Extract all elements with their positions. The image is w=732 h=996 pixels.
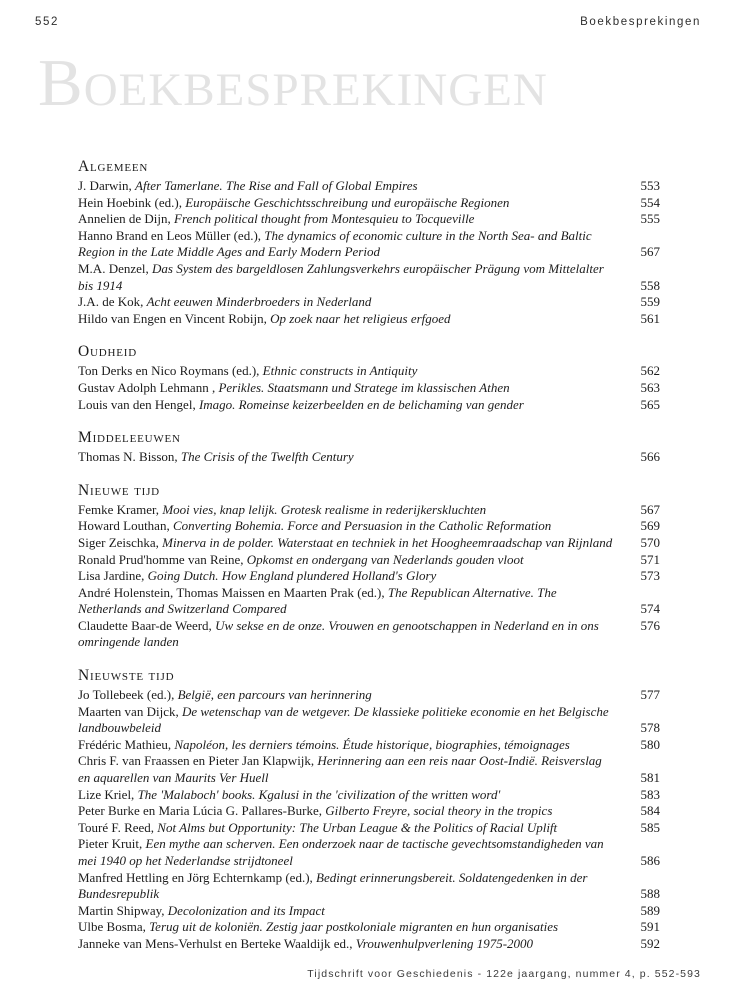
toc-entry [78, 228, 660, 261]
toc-entry [78, 449, 660, 466]
entry-page-number: 566 [640, 449, 660, 465]
entry-title: Not Alms but Opportunity: The Urban League & the Politics of Racial Uplift [157, 819, 558, 835]
toc-entry [78, 870, 660, 903]
entry-author: Maarten van Dijck, [78, 703, 179, 719]
entry-page-number: 553 [640, 178, 660, 193]
section-entries [78, 449, 660, 466]
entry-page-number: 584 [640, 803, 660, 819]
entry-title: After Tamerlane. The Rise and Fall of Global Empires [135, 178, 418, 193]
entry-author: Peter Burke en Maria Lúcia G. Pallares-Burke, [78, 803, 323, 819]
entry-page-number: 580 [640, 736, 660, 752]
entry-author: Martin Shipway, [78, 902, 165, 918]
toc-entry [78, 552, 660, 569]
journal-footer: Tijdschrift voor Geschiedenis - 122e jaargang, nummer 4, p. 552-593 [307, 968, 701, 980]
section-heading: Nieuwe tijd [78, 481, 160, 499]
entry-page-number: 588 [640, 886, 660, 902]
toc-section [78, 343, 660, 413]
toc-entry [78, 518, 660, 535]
toc-entry [78, 294, 660, 311]
entry-author: J.A. de Kok, [78, 294, 144, 310]
section-entries [78, 687, 660, 953]
entry-page-number: 570 [640, 534, 660, 550]
entry-author: Louis van den Hengel, [78, 396, 196, 412]
entry-title: The dynamics of economic culture in the North Sea- and Baltic Region in the Late Middle Ages and Early Modern Period [78, 227, 592, 260]
entry-page-number: 577 [640, 687, 660, 703]
entry-title: Mooi vies, knap lelijk. Grotesk realisme in rederijkerskluchten [162, 501, 487, 517]
section-entries [78, 178, 660, 327]
entry-author: Femke Kramer, [78, 501, 160, 517]
entry-page-number: 573 [640, 568, 660, 584]
entry-title: Uw sekse en de onze. Vrouwen en genootschappen in Nederland en in ons omringende landen [78, 617, 599, 650]
toc-entry [78, 803, 660, 820]
entry-title: Vrouwenhulpverlening 1975-2000 [355, 935, 534, 951]
entry-title: The 'Malaboch' books. Kgalusi in the 'civilization of the written word' [137, 786, 501, 802]
entry-author: Hein Hoebink (ed.), [78, 194, 182, 210]
entry-title: Herinnering aan een reis naar Oost-Indië. Reisverslag en aquarellen van Maurits Ver Huell [78, 753, 602, 786]
entry-author: Ulbe Bosma, [78, 919, 146, 935]
page-title: Boekbesprekingen [38, 46, 548, 120]
toc-section [78, 158, 660, 327]
toc-entry [78, 261, 660, 294]
entry-title: Minerva in de polder. Waterstaat en techniek in het Hoogheemraadschap van Rijnland [162, 534, 613, 550]
entry-author: Howard Louthan, [78, 518, 170, 534]
running-header-title: Boekbesprekingen [580, 16, 701, 28]
entry-page-number: 569 [640, 518, 660, 534]
toc-entry [78, 211, 660, 228]
entry-title: French political thought from Montesquieu to Tocqueville [174, 211, 475, 227]
entry-page-number: 574 [640, 601, 660, 617]
toc-entry [78, 903, 660, 920]
entry-title: Opkomst en ondergang van Nederlands gouden vloot [246, 551, 524, 567]
entry-title: Napoléon, les derniers témoins. Étude historique, biographies, témoignages [174, 736, 570, 752]
entry-author: Annelien de Dijn, [78, 211, 171, 227]
entry-title: Terug uit de koloniën. Zestig jaar postkoloniale migranten en hun organisaties [149, 919, 559, 935]
entry-author: Hanno Brand en Leos Müller (ed.), [78, 227, 262, 243]
entry-author: André Holenstein, Thomas Maissen en Maarten Prak (ed.), [78, 584, 385, 600]
entry-title: Decolonization and its Impact [167, 902, 325, 918]
toc-entry [78, 585, 660, 618]
toc-entry [78, 704, 660, 737]
entry-title: Converting Bohemia. Force and Persuasion in the Catholic Reformation [172, 518, 552, 534]
running-head [35, 16, 701, 28]
entry-page-number: 592 [640, 935, 660, 951]
entry-page-number: 567 [640, 244, 660, 260]
entry-page-number: 581 [640, 770, 660, 786]
section-heading: Oudheid [78, 343, 137, 361]
toc-entry [78, 936, 660, 953]
toc-entry [78, 737, 660, 754]
toc-entry [78, 195, 660, 212]
entry-title: Imago. Romeinse keizerbeelden en de belichaming van gender [198, 396, 524, 412]
toc-entry [78, 919, 660, 936]
toc-entry [78, 820, 660, 837]
entry-title: The Crisis of the Twelfth Century [180, 449, 354, 465]
entry-page-number: 565 [640, 396, 660, 412]
section-entries [78, 502, 660, 651]
toc-entry [78, 687, 660, 704]
toc-entry [78, 535, 660, 552]
toc-entry [78, 787, 660, 804]
table-of-contents [78, 158, 660, 953]
entry-author: Lisa Jardine, [78, 568, 145, 584]
entry-title: Das System des bargeldlosen Zahlungsverkehrs europäischer Prägung vom Mittelalter bis 1914 [78, 260, 604, 293]
entry-title: The Republican Alternative. The Netherlands and Switzerland Compared [78, 584, 557, 617]
entry-page-number: 571 [640, 551, 660, 567]
entry-page-number: 591 [640, 919, 660, 935]
entry-author: Manfred Hettling en Jörg Echternkamp (ed.), [78, 869, 313, 885]
entry-title: België, een parcours van herinnering [177, 687, 372, 703]
entry-author: Pieter Kruit, [78, 836, 143, 852]
toc-entry [78, 568, 660, 585]
entry-title: Ethnic constructs in Antiquity [262, 363, 418, 379]
entry-author: Jo Tollebeek (ed.), [78, 687, 175, 703]
entry-author: J. Darwin, [78, 178, 132, 193]
entry-author: Chris F. van Fraassen en Pieter Jan Klapwijk, [78, 753, 315, 769]
toc-entry [78, 380, 660, 397]
toc-entry [78, 753, 660, 786]
entry-author: Gustav Adolph Lehmann , [78, 379, 216, 395]
entry-page-number: 561 [640, 310, 660, 326]
toc-section [78, 667, 660, 953]
entry-title: Europäische Geschichtsschreibung und europäische Regionen [185, 194, 510, 210]
section-entries [78, 363, 660, 413]
toc-entry [78, 618, 660, 651]
toc-entry [78, 397, 660, 414]
toc-entry [78, 836, 660, 869]
page-number: 552 [35, 16, 59, 28]
section-heading: Middeleeuwen [78, 429, 181, 447]
entry-author: Ton Derks en Nico Roymans (ed.), [78, 363, 260, 379]
entry-title: Going Dutch. How England plundered Holland's Glory [147, 568, 437, 584]
entry-page-number: 589 [640, 902, 660, 918]
entry-title: Perikles. Staatsmann und Stratege im klassischen Athen [218, 379, 510, 395]
entry-author: Ronald Prud'homme van Reine, [78, 551, 244, 567]
entry-page-number: 567 [640, 501, 660, 517]
entry-title: Acht eeuwen Minderbroeders in Nederland [146, 294, 372, 310]
entry-page-number: 558 [640, 277, 660, 293]
entry-author: Janneke van Mens-Verhulst en Berteke Waaldijk ed., [78, 935, 353, 951]
toc-entry [78, 502, 660, 519]
entry-author: Lize Kriel, [78, 786, 135, 802]
entry-title: Op zoek naar het religieus erfgoed [270, 310, 451, 326]
entry-author: Frédéric Mathieu, [78, 736, 172, 752]
entry-page-number: 578 [640, 720, 660, 736]
entry-page-number: 585 [640, 819, 660, 835]
toc-entry [78, 311, 660, 328]
toc-entry [78, 178, 660, 195]
entry-title: Een mythe aan scherven. Een onderzoek naar de tactische gevechtsomstandigheden van mei 1940 op het Nederlandse strijdtoneel [78, 836, 604, 868]
entry-author: Siger Zeischka, [78, 534, 159, 550]
entry-author: Thomas N. Bisson, [78, 449, 178, 465]
entry-author: Touré F. Reed, [78, 819, 155, 835]
entry-author: Hildo van Engen en Vincent Robijn, [78, 310, 267, 326]
section-heading: Algemeen [78, 158, 149, 175]
entry-page-number: 559 [640, 294, 660, 310]
toc-section [78, 429, 660, 466]
entry-page-number: 555 [640, 211, 660, 227]
entry-page-number: 583 [640, 786, 660, 802]
toc-section [78, 482, 660, 651]
section-heading: Nieuwste tijd [78, 667, 175, 685]
entry-author: Claudette Baar-de Weerd, [78, 617, 212, 633]
entry-page-number: 586 [640, 853, 660, 868]
entry-title: Gilberto Freyre, social theory in the tropics [325, 803, 553, 819]
entry-page-number: 576 [640, 617, 660, 633]
entry-author: M.A. Denzel, [78, 260, 149, 276]
entry-page-number: 563 [640, 379, 660, 395]
entry-page-number: 554 [640, 194, 660, 210]
entry-title: Bedingt erinnerungsbereit. Soldatengedenken in der Bundesrepublik [78, 869, 588, 902]
entry-page-number: 562 [640, 363, 660, 379]
entry-title: De wetenschap van de wetgever. De klassieke politieke economie en het Belgische landbouwbeleid [78, 703, 609, 736]
toc-entry [78, 363, 660, 380]
